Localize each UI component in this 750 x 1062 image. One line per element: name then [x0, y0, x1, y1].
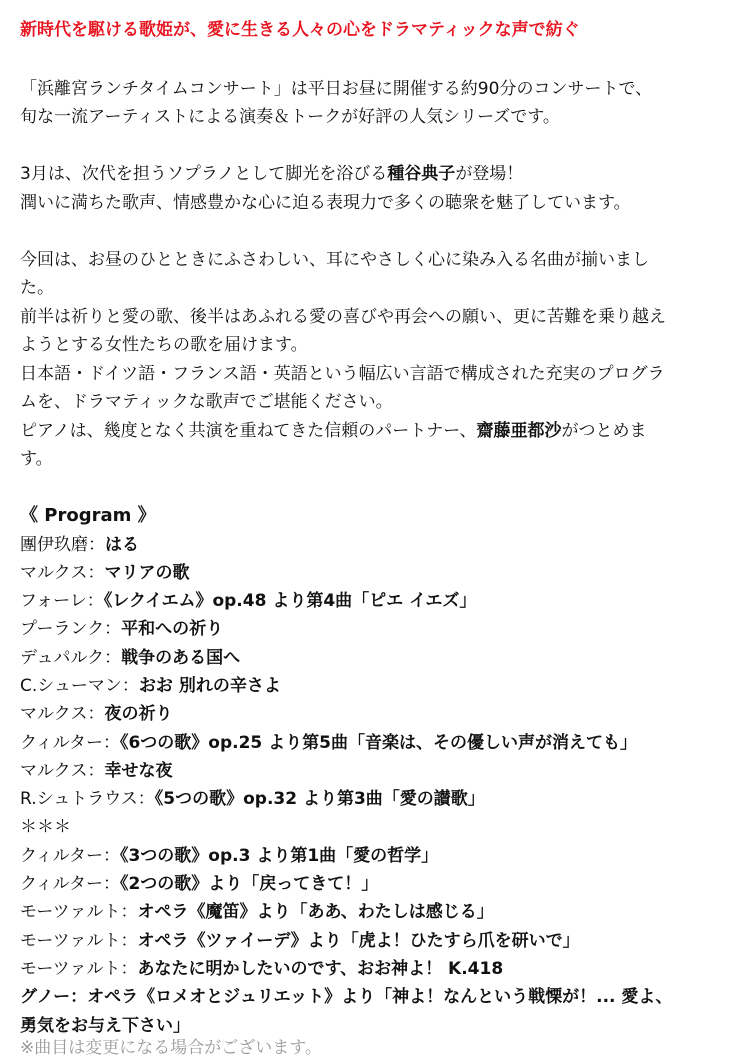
- program-heading: 《 Program 》: [20, 505, 156, 526]
- program-composer: モーツァルト：: [20, 958, 138, 979]
- headline: 新時代を駆ける歌姫が、愛に生きる人々の心をドラマティックな声で紡ぐ: [20, 20, 580, 40]
- program-work: 《2つの歌》より「戻ってきて！」: [119, 874, 379, 895]
- program-item: [20, 898, 732, 926]
- program-composer: プーランク：: [20, 619, 122, 640]
- program-work: 《レクイエム》op.48 より第4曲「ピエ イエズ」: [103, 591, 477, 612]
- program-work: 夜の祈り: [104, 704, 173, 725]
- program-work: あなたに明かしたいのです、おお神よ！ K.418: [137, 958, 504, 979]
- program-composer: グノー：: [20, 987, 88, 1008]
- program-item: [20, 785, 732, 813]
- program-item: [20, 615, 732, 643]
- program-list: [20, 531, 732, 1040]
- spacer: [20, 217, 732, 246]
- program-work: マリアの歌: [104, 562, 190, 583]
- program-item: [20, 672, 732, 700]
- separator-asterisks: ＊＊＊: [20, 817, 71, 838]
- program-work: 《6つの歌》op.25 より第5曲「音楽は、その優しい声が消えても」: [119, 732, 638, 753]
- program-item: [20, 842, 732, 870]
- performer-text-after: が登場！: [455, 164, 524, 184]
- intro-line-2: 旬な一流アーティストによる演奏＆トークが好評の人気シリーズです。: [20, 107, 560, 127]
- performer-paragraph: [20, 160, 732, 217]
- program-work: オペラ《ロメオとジュリエット》より「神よ！なんという戦慄が！... 愛よ、: [87, 987, 673, 1008]
- program-item: [20, 531, 732, 559]
- intro-line-1: 「浜離宮ランチタイムコンサート」は平日お昼に開催する約90分のコンサートで、: [20, 78, 653, 99]
- program-composer: クィルター：: [20, 732, 120, 753]
- spacer: [20, 46, 732, 75]
- program-composer: C.シューマン：: [20, 675, 139, 696]
- program-item: [20, 587, 732, 615]
- program-work: 戦争のある国へ: [121, 647, 241, 668]
- program-work: はる: [105, 534, 139, 555]
- program-desc-line: 日本語・ドイツ語・フランス語・英語という幅広い言語で構成された充実のプログラ: [20, 363, 665, 384]
- concert-description: [20, 14, 732, 1040]
- spacer: [20, 474, 732, 503]
- program-item: [20, 955, 732, 983]
- program-work: オペラ《ツァイーデ》より「虎よ！ひたすら爪を研いで」: [137, 930, 580, 951]
- pianist-text-before: ピアノは、幾度となく共演を重ねてきた信頼のパートナー、: [20, 420, 477, 441]
- program-composer: クィルター：: [20, 845, 120, 866]
- program-composer: モーツァルト：: [20, 930, 138, 951]
- program-work-continued: 勇気をお与え下さい」: [20, 1015, 190, 1036]
- intro-paragraph: [20, 75, 732, 132]
- performer-line-2: 潤いに満ちた歌声、情感豊かな心に迫る表現力で多くの聴衆を魅了しています。: [20, 192, 631, 213]
- program-item: [20, 559, 732, 587]
- program-separator: [20, 813, 732, 841]
- program-item: [20, 757, 732, 785]
- program-desc-line: 前半は祈りと愛の歌、後半はあふれる愛の喜びや再会への願い、更に苦難を乗り越え: [20, 306, 666, 327]
- performer-name: 種谷典子: [387, 164, 456, 184]
- program-work: オペラ《魔笛》より「ああ、わたしは感じる」: [137, 902, 494, 923]
- program-composer: フォーレ：: [20, 591, 104, 612]
- program-composer: 團伊玖磨：: [20, 534, 105, 555]
- program-composer: マルクス：: [20, 760, 105, 781]
- program-work: 幸せな夜: [104, 760, 173, 781]
- cut-off-note: ※曲目は変更になる場合がございます。: [20, 1038, 322, 1058]
- program-work: 平和への祈り: [121, 619, 224, 640]
- program-desc-line: 今回は、お昼のひとときにふさわしい、耳にやさしく心に染み入る名曲が揃いまし: [20, 249, 649, 270]
- program-desc-line: ムを、ドラマティックな歌声でご堪能ください。: [20, 392, 393, 412]
- program-composer: クィルター：: [20, 874, 120, 895]
- pianist-text-after: がつとめま: [561, 420, 647, 441]
- pianist-line-2: す。: [20, 449, 53, 469]
- program-item: [20, 700, 732, 728]
- program-composer: マルクス：: [20, 562, 105, 583]
- program-item: [20, 983, 732, 1011]
- program-desc-line: た。: [20, 278, 54, 298]
- program-composer: モーツァルト：: [20, 902, 138, 923]
- performer-text-before: 3月は、次代を担うソプラノとして脚光を浴びる: [20, 164, 388, 184]
- pianist-line-1: [20, 417, 732, 446]
- program-composer: マルクス：: [20, 704, 105, 725]
- program-composer: デュパルク：: [20, 647, 122, 668]
- pianist-name: 齋藤亜都沙: [476, 420, 562, 441]
- program-item: [20, 927, 732, 955]
- program-work: おお 別れの辛さよ: [138, 675, 281, 696]
- program-desc-line: ようとする女性たちの歌を届けます。: [20, 335, 308, 355]
- program-work: 《3つの歌》op.3 より第1曲「愛の哲学」: [119, 845, 439, 866]
- performer-line-1: [20, 160, 732, 189]
- program-work: 《5つの歌》op.32 より第3曲「愛の讃歌」: [154, 789, 485, 810]
- spacer: [20, 132, 732, 161]
- program-item: [20, 644, 732, 672]
- program-item: [20, 870, 732, 898]
- program-composer: R.シュトラウス：: [20, 789, 155, 810]
- program-item: [20, 729, 732, 757]
- program-description-paragraph: [20, 246, 732, 474]
